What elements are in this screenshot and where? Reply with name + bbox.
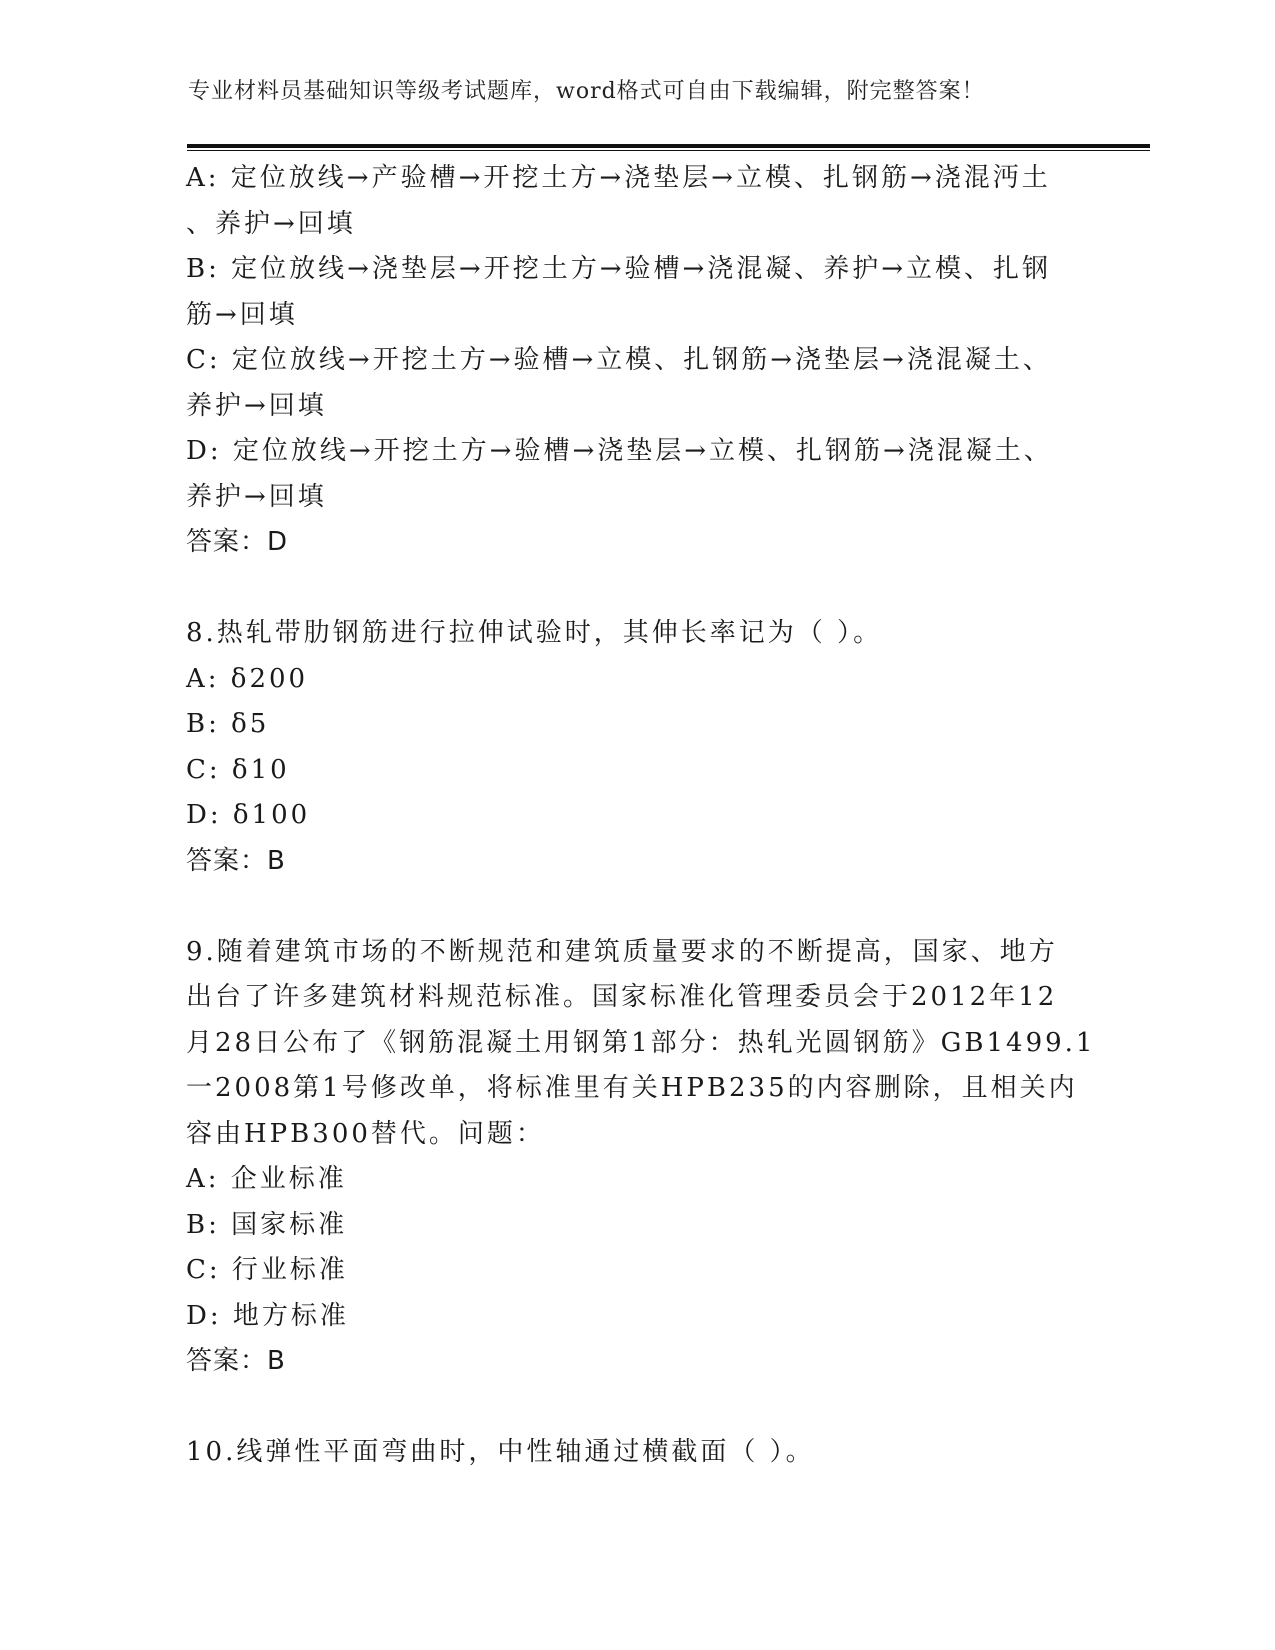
option-b: B: 国家标准 <box>186 1209 348 1240</box>
option-c: C: 行业标准 <box>186 1255 348 1285</box>
question-stem: 8.热轧带肋钢筋进行拉伸试验时，其伸长率记为（ ）。 <box>186 618 883 648</box>
option-d-line-1: D: 定位放线→开挖土方→验槽→浇垫层→立模、扎钢筋→浇混凝土、 <box>186 436 1053 466</box>
option-a: A: δ200 <box>186 663 309 694</box>
question-8 <box>186 611 1086 884</box>
page-header: 专业材料员基础知识等级考试题库，word格式可自由下载编辑，附完整答案！ <box>188 79 985 104</box>
option-a-line-2: 、养护→回填 <box>186 208 356 239</box>
question-7 <box>186 156 1086 566</box>
option-d: D: δ100 <box>186 800 311 830</box>
question-stem: 10.线弹性平面弯曲时，中性轴通过横截面（ ）。 <box>186 1437 815 1467</box>
spacer <box>186 884 1086 930</box>
option-b-line-2: 筋→回填 <box>186 299 298 330</box>
option-c: C: δ10 <box>186 754 290 785</box>
option-a: A: 企业标准 <box>186 1164 347 1194</box>
question-10 <box>186 1430 1086 1476</box>
question-stem-line-1: 9.随着建筑市场的不断规范和建筑质量要求的不断提高，国家、地方 <box>186 936 1058 967</box>
question-stem-line-4: 一2008第1号修改单，将标准里有关HPB235的内容删除，且相关内 <box>186 1073 1078 1103</box>
question-9 <box>186 930 1096 1385</box>
question-stem-line-5: 容由HPB300替代。问题： <box>186 1118 545 1149</box>
header-divider-thick <box>187 144 1150 148</box>
option-c-line-1: C: 定位放线→开挖土方→验槽→立模、扎钢筋→浇垫层→浇混凝土、 <box>186 345 1052 375</box>
answer-label: 答案：D <box>186 527 289 557</box>
question-list <box>186 156 1096 1476</box>
question-stem-line-3: 月28日公布了《钢筋混凝土用钢第1部分：热轧光圆钢筋》GB1499.1 <box>186 1027 1096 1058</box>
answer-label: 答案：B <box>186 845 286 876</box>
option-b: B: δ5 <box>186 709 270 739</box>
option-a-line-1: A: 定位放线→产验槽→开挖土方→浇垫层→立模、扎钢筋→浇混沔土 <box>186 163 1051 193</box>
option-d: D: 地方标准 <box>186 1300 349 1331</box>
option-b-line-1: B: 定位放线→浇垫层→开挖土方→验槽→浇混凝、养护→立模、扎钢 <box>186 254 1052 284</box>
header-divider-thin <box>187 150 1150 151</box>
option-d-line-2: 养护→回填 <box>186 481 327 512</box>
spacer <box>186 566 1086 612</box>
spacer <box>186 1385 1086 1431</box>
question-stem-line-2: 出台了许多建筑材料规范标准。国家标准化管理委员会于2012年12 <box>186 982 1058 1012</box>
option-c-line-2: 养护→回填 <box>186 390 327 421</box>
answer-label: 答案：B <box>186 1346 286 1376</box>
